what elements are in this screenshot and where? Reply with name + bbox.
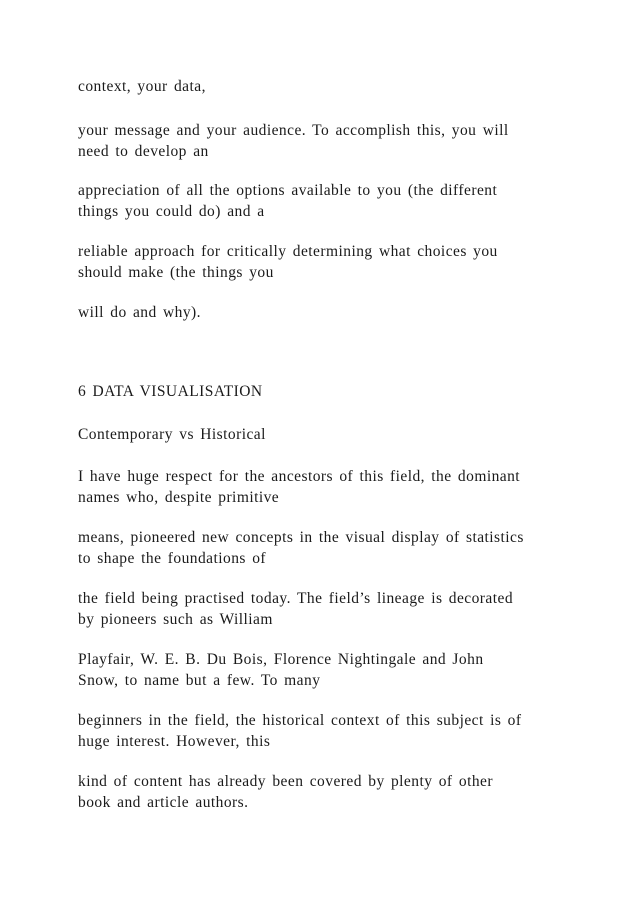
text-line: will do and why).: [78, 304, 201, 321]
text-line: Snow, to name but a few. To many: [78, 672, 321, 689]
text-line: beginners in the field, the historical context of this subject is of: [78, 712, 522, 729]
text-line: appreciation of all the options available to you (the different: [78, 182, 498, 199]
text-line: by pioneers such as William: [78, 611, 273, 628]
text-line: book and article authors.: [78, 794, 249, 811]
paragraph-9: [78, 649, 578, 691]
text-line: kind of content has already been covered by plenty of other: [78, 773, 493, 790]
paragraph-3: [78, 180, 578, 222]
paragraph-8: [78, 588, 578, 630]
section-title: [78, 424, 578, 445]
text-line: Playfair, W. E. B. Du Bois, Florence Nightingale and John: [78, 651, 484, 668]
text-line: huge interest. However, this: [78, 733, 271, 750]
paragraph-6: [78, 466, 578, 508]
text-line: reliable approach for critically determining what choices you: [78, 243, 498, 260]
paragraph-11: [78, 771, 578, 813]
text-line: context, your data,: [78, 78, 206, 95]
text-line: should make (the things you: [78, 264, 274, 281]
text-line: your message and your audience. To accomplish this, you will: [78, 122, 509, 139]
text-line: things you could do) and a: [78, 203, 265, 220]
text-line: to shape the foundations of: [78, 550, 267, 567]
text-line: need to develop an: [78, 143, 209, 160]
text-line: I have huge respect for the ancestors of this field, the dominant: [78, 468, 521, 485]
section-title-text: Contemporary vs Historical: [78, 426, 266, 443]
paragraph-7: [78, 527, 578, 569]
paragraph-10: [78, 710, 578, 752]
paragraph-5: [78, 302, 578, 323]
paragraph-2: [78, 120, 578, 162]
text-line: names who, despite primitive: [78, 489, 280, 506]
text-line: means, pioneered new concepts in the visual display of statistics: [78, 529, 524, 546]
text-line: the field being practised today. The field’s lineage is decorated: [78, 590, 514, 607]
header-text: 6 DATA VISUALISATION: [78, 383, 263, 400]
paragraph-4: [78, 241, 578, 283]
paragraph-1: [78, 76, 578, 97]
running-header: [78, 381, 578, 402]
